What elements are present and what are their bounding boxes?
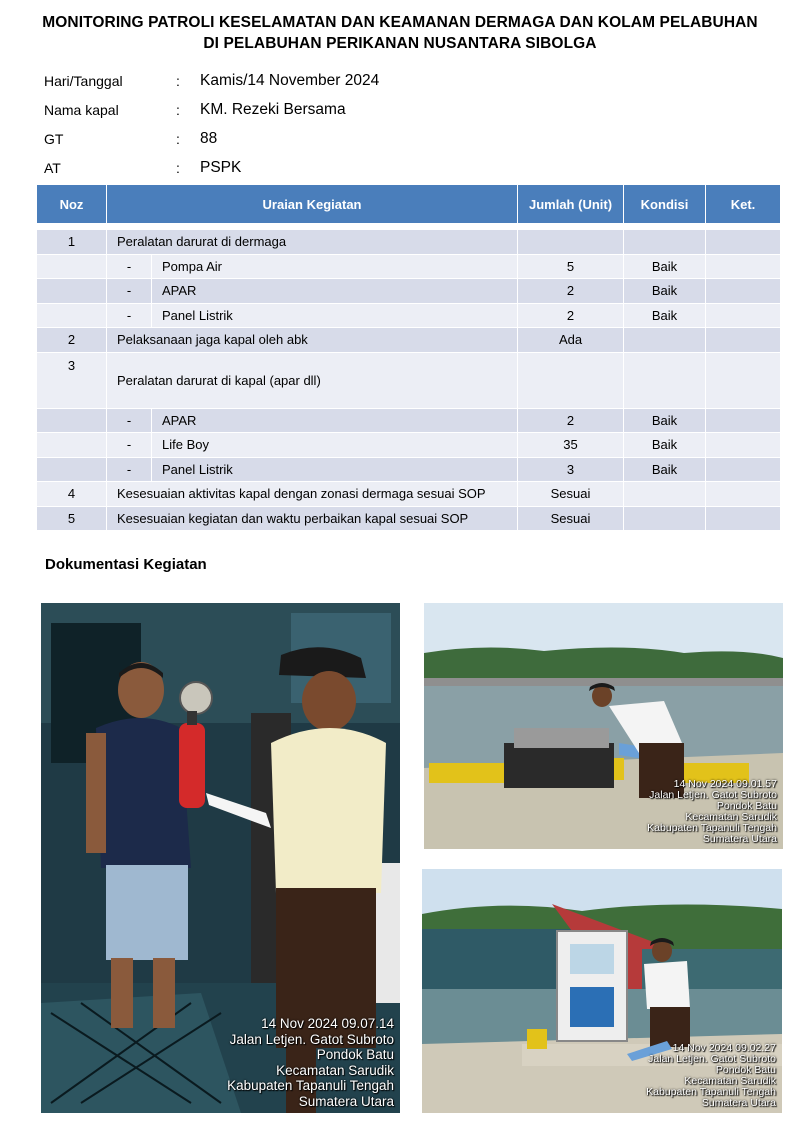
cell-kondisi (624, 328, 706, 353)
stamp-line: Kecamatan Sarudik (684, 1075, 776, 1087)
header-uraian: Uraian Kegiatan (107, 185, 518, 224)
header-ket: Ket. (706, 185, 781, 224)
cell-item: Pelaksanaan jaga kapal oleh abk (107, 328, 518, 353)
header-jumlah: Jumlah (Unit) (518, 185, 624, 224)
cell-jumlah: 3 (518, 457, 624, 482)
info-label: AT (44, 159, 61, 176)
stamp-line: 14 Nov 2024 09.02.27 (672, 1042, 776, 1054)
stamp-line: Kabupaten Tapanuli Tengah (647, 822, 777, 834)
table-row (37, 457, 781, 482)
cell-jumlah: 2 (518, 279, 624, 304)
info-row-ship-name (44, 95, 544, 124)
cell-no (37, 254, 107, 279)
cell-kondisi (624, 506, 706, 531)
title-line-1: MONITORING PATROLI KESELAMATAN DAN KEAMANAN DERMAGA DAN KOLAM PELABUHAN (42, 14, 758, 31)
cell-no (37, 303, 107, 328)
info-label: Nama kapal (44, 101, 119, 118)
cell-item: APAR (152, 408, 518, 433)
cell-ket (706, 328, 781, 353)
stamp-line: Kecamatan Sarudik (276, 1062, 394, 1078)
cell-ket (706, 279, 781, 304)
photo-stamp (227, 1016, 394, 1109)
cell-jumlah (518, 352, 624, 408)
cell-ket (706, 408, 781, 433)
document-title (20, 12, 780, 54)
cell-jumlah: 5 (518, 254, 624, 279)
documentation-heading: Dokumentasi Kegiatan (45, 556, 207, 573)
title-line-2: DI PELABUHAN PERIKANAN NUSANTARA SIBOLGA (203, 35, 597, 52)
cell-dash: - (107, 303, 152, 328)
cell-jumlah (518, 230, 624, 255)
cell-ket (706, 230, 781, 255)
cell-kondisi: Baik (624, 279, 706, 304)
cell-jumlah: Ada (518, 328, 624, 353)
stamp-line: Sumatera Utara (701, 1097, 776, 1109)
cell-kondisi (624, 230, 706, 255)
info-label: Hari/Tanggal (44, 72, 123, 89)
cell-item: Peralatan darurat di dermaga (107, 230, 518, 255)
table-row (37, 408, 781, 433)
info-colon: : (176, 159, 180, 176)
cell-kondisi: Baik (624, 457, 706, 482)
cell-no: 5 (37, 506, 107, 531)
cell-ket (706, 433, 781, 458)
table-row (37, 506, 781, 531)
info-row-at (44, 153, 544, 182)
cell-dash: - (107, 433, 152, 458)
cell-kondisi: Baik (624, 303, 706, 328)
photo-dock-pump (424, 603, 783, 849)
cell-item: Kesesuaian aktivitas kapal dengan zonasi dermaga sesuai SOP (107, 482, 518, 507)
stamp-line: Kecamatan Sarudik (685, 811, 777, 823)
patrol-table (36, 184, 781, 531)
cell-kondisi: Baik (624, 254, 706, 279)
stamp-line: 14 Nov 2024 09.07.14 (261, 1016, 394, 1031)
table-row (37, 303, 781, 328)
ship-info (44, 66, 544, 182)
table-row (37, 279, 781, 304)
cell-dash: - (107, 254, 152, 279)
cell-ket (706, 303, 781, 328)
cell-item: Panel Listrik (152, 457, 518, 482)
info-value: KM. Rezeki Bersama (200, 100, 346, 118)
stamp-line: Jalan Letjen. Gatot Subroto (649, 789, 777, 801)
stamp-line: Kabupaten Tapanuli Tengah (227, 1078, 394, 1093)
info-value: 88 (200, 129, 218, 147)
cell-no: 4 (37, 482, 107, 507)
stamp-line: Jalan Letjen. Gatot Subroto (648, 1053, 776, 1065)
cell-ket (706, 506, 781, 531)
cell-kondisi (624, 352, 706, 408)
cell-ket (706, 457, 781, 482)
cell-item: Kesesuaian kegiatan dan waktu perbaikan kapal sesuai SOP (107, 506, 518, 531)
info-row-date (44, 66, 544, 95)
photo-stamp (647, 779, 777, 845)
cell-no: 1 (37, 230, 107, 255)
table-row (37, 433, 781, 458)
cell-dash: - (107, 457, 152, 482)
table-row (37, 352, 781, 408)
table-row (37, 230, 781, 255)
cell-item: Life Boy (152, 433, 518, 458)
cell-ket (706, 254, 781, 279)
stamp-line: Pondok Batu (716, 800, 777, 812)
cell-jumlah: 35 (518, 433, 624, 458)
stamp-line: Sumatera Utara (298, 1093, 394, 1109)
table-header-row (37, 185, 781, 224)
cell-no: 3 (37, 352, 107, 408)
header-kondisi: Kondisi (624, 185, 706, 224)
cell-no (37, 433, 107, 458)
stamp-line: Pondok Batu (316, 1047, 394, 1062)
stamp-line: Pondok Batu (715, 1064, 776, 1076)
info-colon: : (176, 101, 180, 118)
table-row (37, 254, 781, 279)
info-row-gt (44, 124, 544, 153)
cell-ket (706, 482, 781, 507)
stamp-line: 14 Nov 2024 09.01.57 (673, 778, 777, 790)
cell-jumlah: 2 (518, 303, 624, 328)
stamp-line: Sumatera Utara (702, 833, 777, 845)
cell-item: Panel Listrik (152, 303, 518, 328)
cell-dash: - (107, 279, 152, 304)
photo-stamp (646, 1043, 776, 1109)
table-row (37, 482, 781, 507)
cell-jumlah: Sesuai (518, 506, 624, 531)
cell-no (37, 457, 107, 482)
header-no: Noz (37, 185, 107, 224)
cell-kondisi (624, 482, 706, 507)
info-value: PSPK (200, 158, 242, 176)
cell-ket (706, 352, 781, 408)
cell-item: APAR (152, 279, 518, 304)
cell-jumlah: Sesuai (518, 482, 624, 507)
cell-kondisi: Baik (624, 408, 706, 433)
cell-no (37, 408, 107, 433)
cell-no: 2 (37, 328, 107, 353)
cell-no (37, 279, 107, 304)
cell-jumlah: 2 (518, 408, 624, 433)
info-colon: : (176, 130, 180, 147)
cell-dash: - (107, 408, 152, 433)
cell-item: Pompa Air (152, 254, 518, 279)
stamp-line: Kabupaten Tapanuli Tengah (646, 1086, 776, 1098)
info-value: Kamis/14 November 2024 (200, 71, 380, 89)
cell-item: Peralatan darurat di kapal (apar dll) (107, 352, 518, 408)
info-label: GT (44, 130, 64, 147)
photo-electric-panel (422, 869, 782, 1113)
photo-engine-room (41, 603, 400, 1113)
table-row (37, 328, 781, 353)
info-colon: : (176, 72, 180, 89)
stamp-line: Jalan Letjen. Gatot Subroto (229, 1031, 394, 1047)
cell-kondisi: Baik (624, 433, 706, 458)
